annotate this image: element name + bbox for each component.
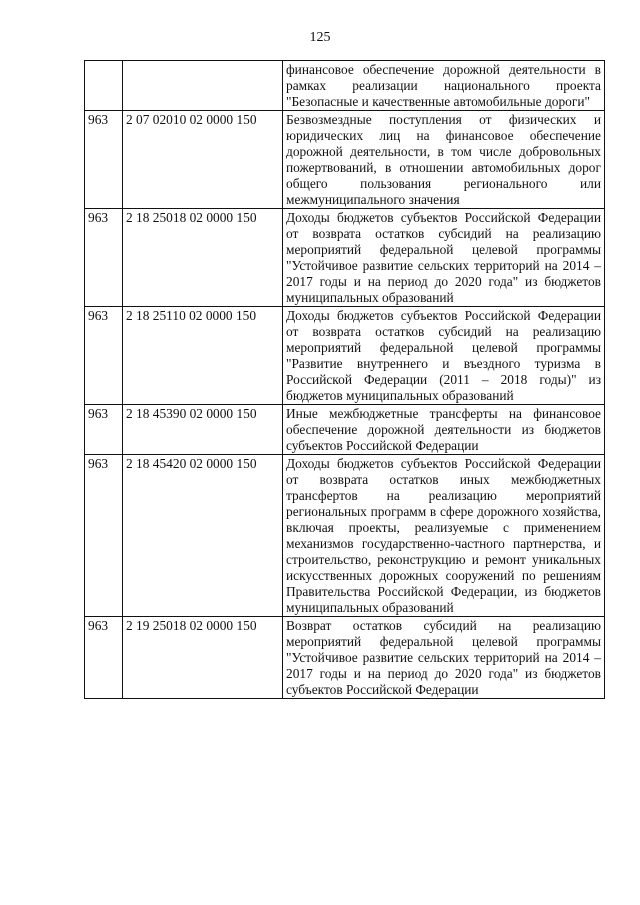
revenue-name-cell: Безвозмездные поступления от физических и юридических лиц на финансовое обеспечение дорожной деятельности, в том числе добровольных пожертвований, в отношении автомобильных дорог общего пользования регионального или межмуниципального значения bbox=[283, 111, 605, 209]
classification-code-cell bbox=[123, 61, 283, 111]
budget-codes-table bbox=[84, 60, 605, 699]
classification-code-cell: 2 18 25018 02 0000 150 bbox=[123, 209, 283, 307]
admin-code-cell bbox=[85, 61, 123, 111]
classification-code-cell: 2 18 45420 02 0000 150 bbox=[123, 455, 283, 617]
admin-code-cell: 963 bbox=[85, 111, 123, 209]
admin-code-cell: 963 bbox=[85, 209, 123, 307]
revenue-name-cell: Доходы бюджетов субъектов Российской Федерации от возврата остатков субсидий на реализацию мероприятий федеральной целевой программы "Устойчивое развитие сельских территорий на 2014 – 2017 годы и на период до 2020 года" из бюджетов муниципальных образований bbox=[283, 209, 605, 307]
revenue-name-cell: Доходы бюджетов субъектов Российской Федерации от возврата остатков иных межбюджетных трансфертов на реализацию мероприятий региональных программ в сфере дорожного хозяйства, включая проекты, реализуемые с применением механизмов государственно-частного партнерства, и строительство, реконструкцию и ремонт уникальных искусственных дорожных сооружений по решениям Правительства Российской Федерации, из бюджетов муниципальных образований bbox=[283, 455, 605, 617]
table-row bbox=[85, 307, 605, 405]
classification-code-cell: 2 18 45390 02 0000 150 bbox=[123, 405, 283, 455]
admin-code-cell: 963 bbox=[85, 455, 123, 617]
table-row bbox=[85, 61, 605, 111]
revenue-name-cell: финансовое обеспечение дорожной деятельности в рамках реализации национального проекта "Безопасные и качественные автомобильные дороги" bbox=[283, 61, 605, 111]
table-row bbox=[85, 405, 605, 455]
classification-code-cell: 2 18 25110 02 0000 150 bbox=[123, 307, 283, 405]
admin-code-cell: 963 bbox=[85, 307, 123, 405]
revenue-name-cell: Иные межбюджетные трансферты на финансовое обеспечение дорожной деятельности из бюджетов субъектов Российской Федерации bbox=[283, 405, 605, 455]
admin-code-cell: 963 bbox=[85, 405, 123, 455]
page-number: 125 bbox=[309, 30, 331, 45]
admin-code-cell: 963 bbox=[85, 617, 123, 699]
table-row bbox=[85, 455, 605, 617]
classification-code-cell: 2 19 25018 02 0000 150 bbox=[123, 617, 283, 699]
revenue-name-cell: Возврат остатков субсидий на реализацию мероприятий федеральной целевой программы "Устойчивое развитие сельских территорий на 2014 – 2017 годы и на период до 2020 года" из бюджетов субъектов Российской Федерации bbox=[283, 617, 605, 699]
table-row bbox=[85, 111, 605, 209]
table-row bbox=[85, 209, 605, 307]
classification-code-cell: 2 07 02010 02 0000 150 bbox=[123, 111, 283, 209]
table-row bbox=[85, 617, 605, 699]
revenue-name-cell: Доходы бюджетов субъектов Российской Федерации от возврата остатков субсидий на реализацию мероприятий федеральной целевой программы "Развитие внутреннего и въездного туризма в Российской Федерации (2011 – 2018 годы)" из бюджетов муниципальных образований bbox=[283, 307, 605, 405]
